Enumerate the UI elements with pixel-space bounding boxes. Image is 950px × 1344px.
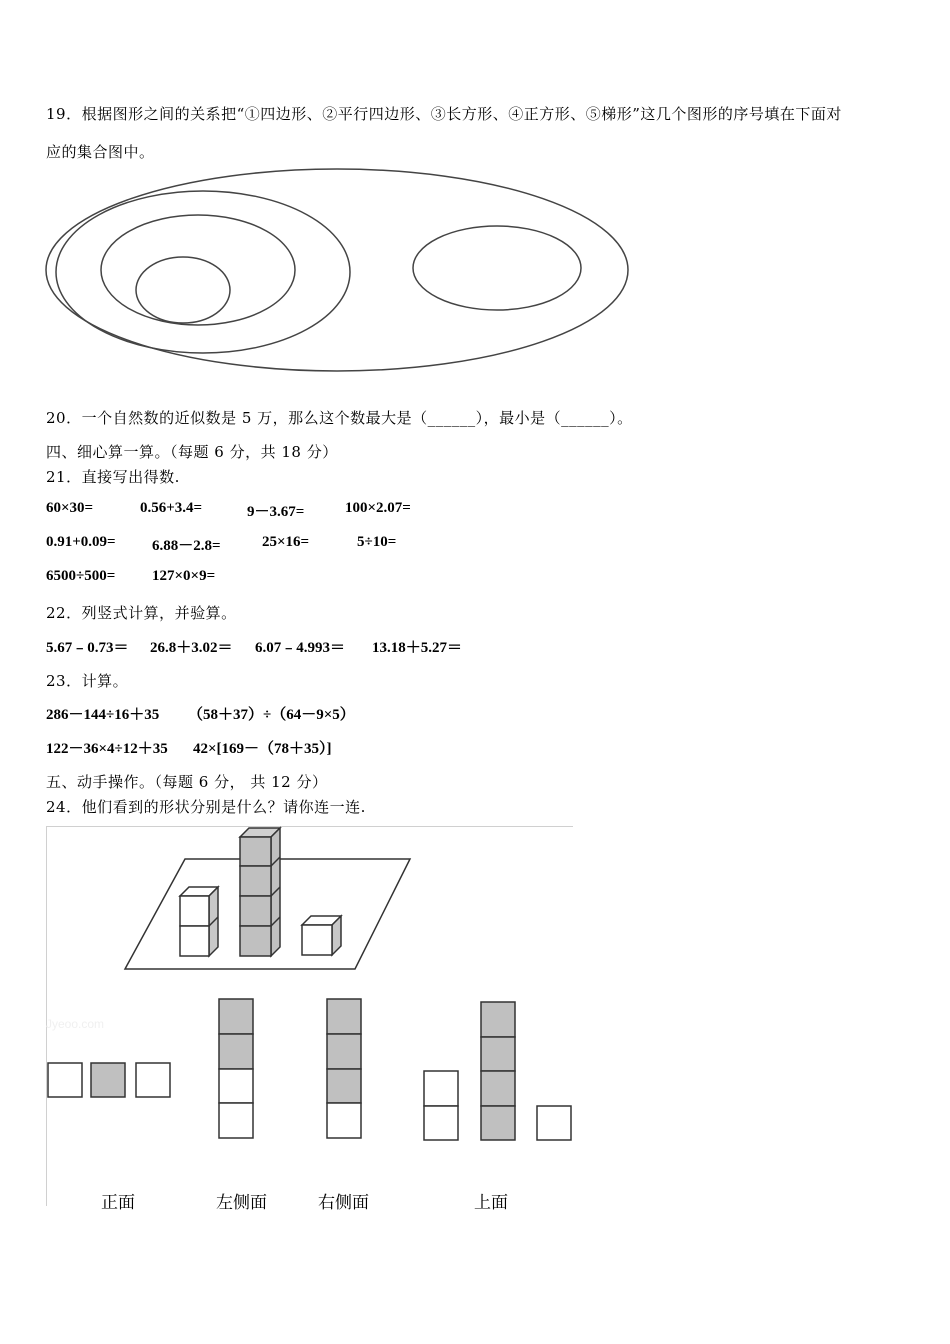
view-label-right[interactable]: 右侧面	[318, 1193, 369, 1213]
q22-title: 22．列竖式计算，并验算。	[46, 604, 237, 622]
q21-item: 6.88－2.8=	[152, 538, 221, 554]
cube-scene	[40, 820, 580, 970]
q21-item: 100×2.07=	[345, 500, 411, 516]
tall-stack	[240, 828, 280, 956]
q22-item: 13.18＋5.27＝	[372, 640, 463, 656]
right-cube	[302, 916, 341, 955]
ellipse-outer	[46, 169, 628, 371]
q21-title: 21．直接写出得数.	[46, 468, 180, 486]
view-options	[40, 995, 580, 1155]
q23-item: （58＋37）÷（64－9×5）	[188, 707, 355, 723]
q22-item: 26.8＋3.02＝	[150, 640, 233, 656]
watermark: Jyeoo.com	[46, 1017, 105, 1031]
q21-item: 5÷10=	[357, 534, 397, 550]
section5-heading: 五、动手操作。（每题 6 分， 共 12 分）	[46, 773, 328, 791]
q21-item: 6500÷500=	[46, 568, 116, 584]
q23-item: 122－36×4÷12＋35	[46, 741, 168, 757]
q21-item: 0.56+3.4=	[140, 500, 203, 516]
q22-item: 5.67﹣0.73＝	[46, 640, 129, 656]
view-option-3[interactable]	[327, 999, 361, 1138]
view-label-front[interactable]: 正面	[101, 1193, 135, 1213]
view-option-4[interactable]	[424, 1002, 571, 1140]
q23-title: 23．计算。	[46, 672, 129, 690]
section4-heading: 四、细心算一算。（每题 6 分，共 18 分）	[46, 443, 338, 461]
view-option-1[interactable]	[48, 1063, 170, 1097]
left-stack	[180, 887, 218, 956]
view-label-top[interactable]: 上面	[474, 1193, 508, 1213]
view-option-2[interactable]	[219, 999, 253, 1138]
q19-text-line2: 应的集合图中。	[46, 143, 155, 161]
q23-item: 286－144÷16＋35	[46, 707, 160, 723]
ellipse-third	[101, 215, 295, 325]
ellipse-innermost	[136, 257, 230, 323]
set-diagram	[40, 160, 640, 380]
q21-item: 25×16=	[262, 534, 310, 550]
q21-item: 60×30=	[46, 500, 94, 516]
q21-item: 0.91+0.09=	[46, 534, 116, 550]
q23-item: 42×[169－（78＋35）]	[193, 741, 332, 757]
view-label-left[interactable]: 左侧面	[216, 1193, 267, 1213]
q21-item: 9－3.67=	[247, 504, 305, 520]
q24-title: 24．他们看到的形状分别是什么？请你连一连.	[46, 798, 366, 816]
q21-item: 127×0×9=	[152, 568, 216, 584]
q22-item: 6.07﹣4.993＝	[255, 640, 346, 656]
q19-text-line1: 19．根据图形之间的关系把“①四边形、②平行四边形、③长方形、④正方形、⑤梯形”这几个图形的序号填在下面对	[46, 105, 842, 123]
q20-text: 20．一个自然数的近似数是 5 万，那么这个数最大是（______），最小是（______）。	[46, 409, 633, 427]
ellipse-separate	[413, 226, 581, 310]
